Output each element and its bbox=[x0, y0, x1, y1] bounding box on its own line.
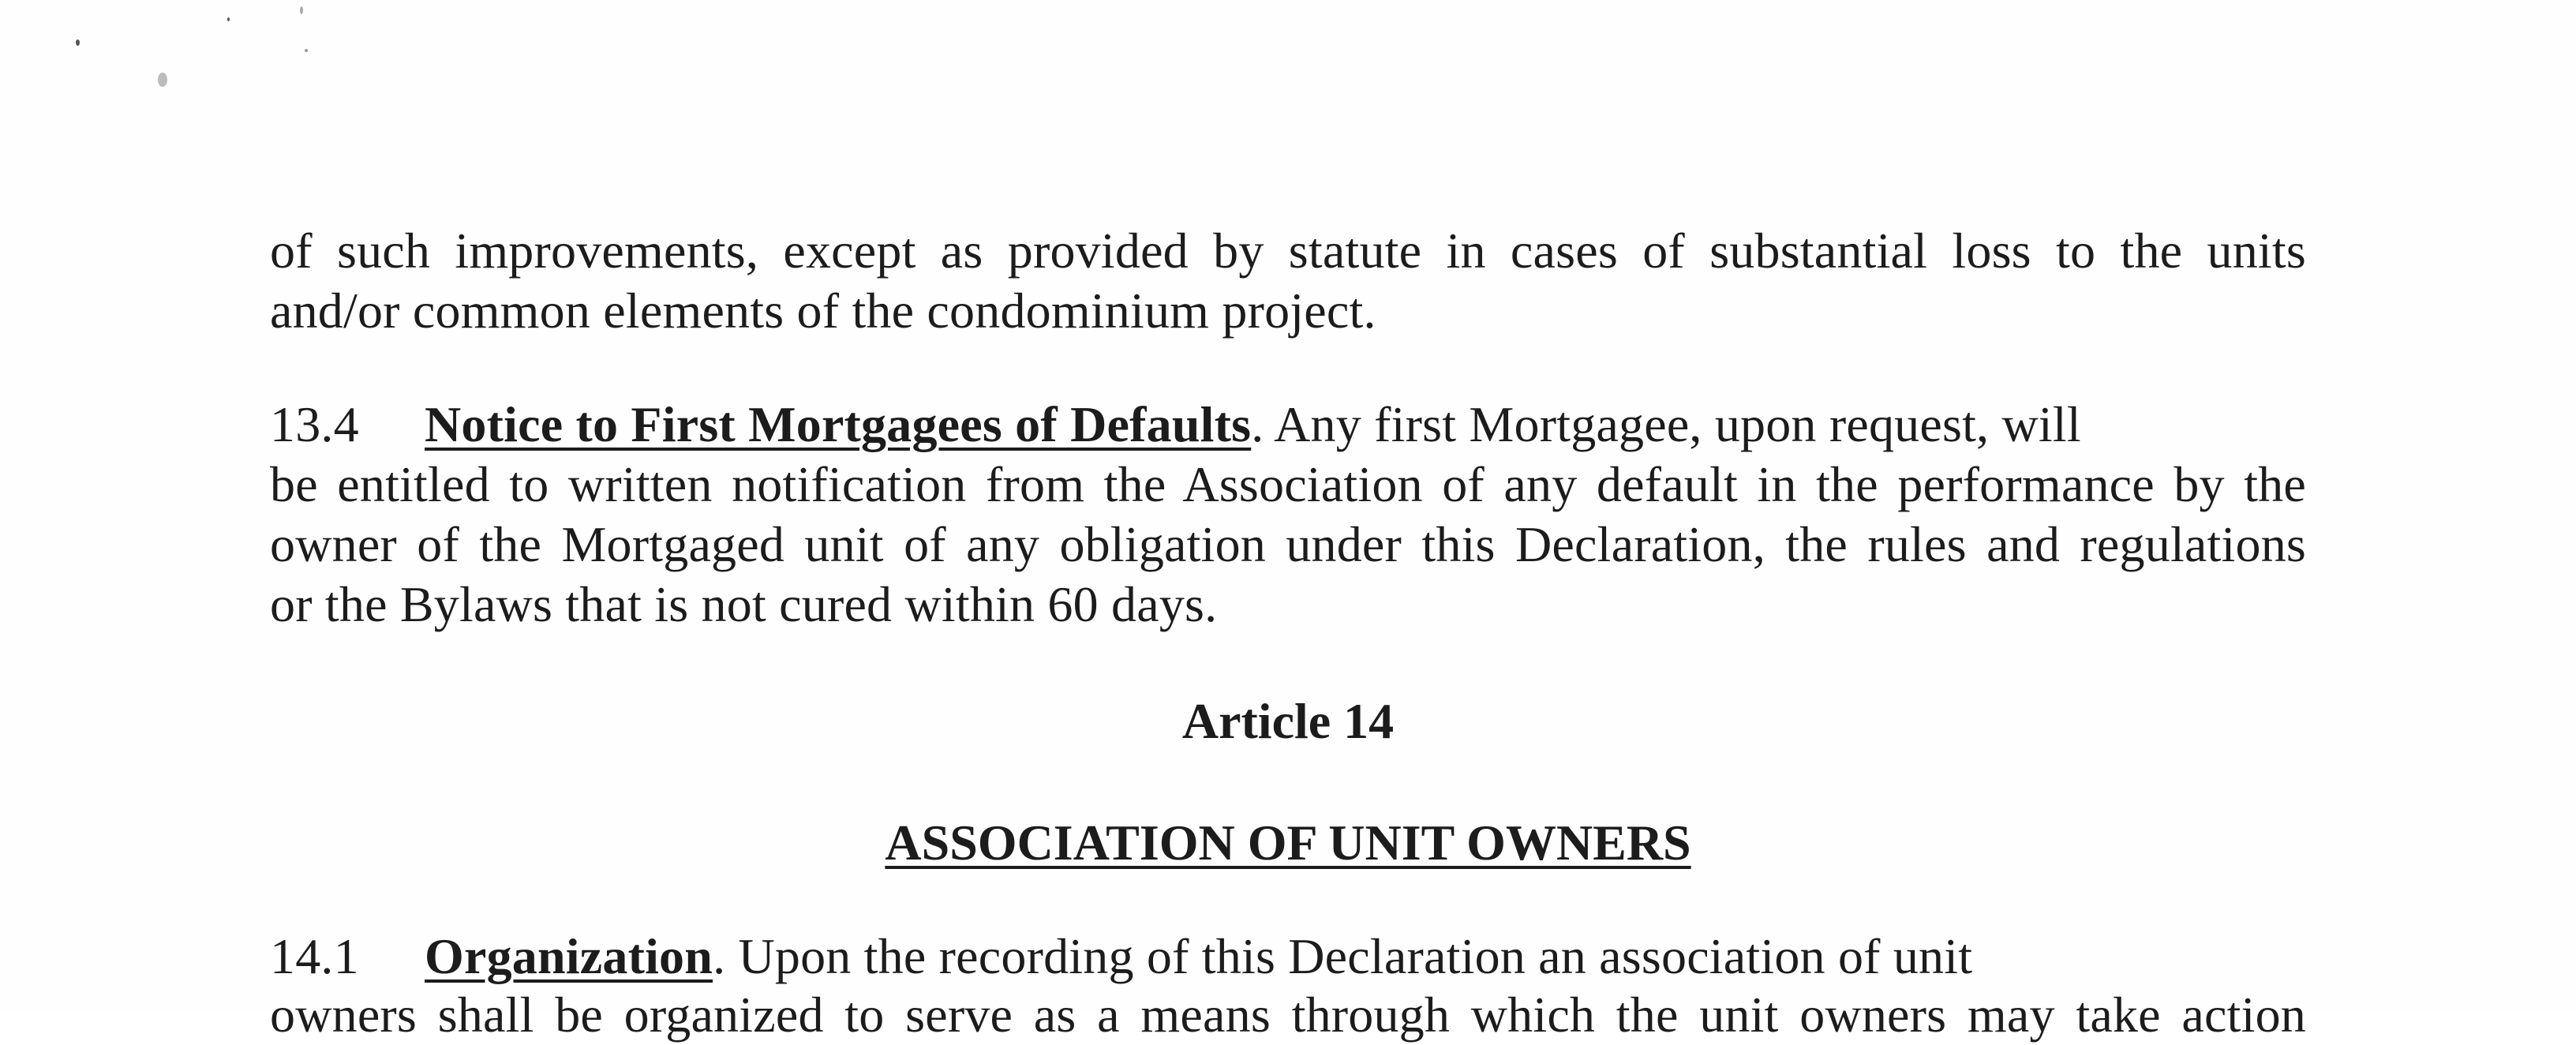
cropped-line-container bbox=[270, 985, 2306, 1043]
section-14-1-first-line bbox=[112, 927, 2306, 987]
article-title-row bbox=[0, 813, 2576, 873]
scan-speck bbox=[227, 17, 230, 21]
scan-speck bbox=[76, 39, 80, 46]
section-text: . Upon the recording of this Declaration an association of unit bbox=[713, 928, 1973, 984]
article-label: Article 14 bbox=[1181, 693, 1395, 749]
paragraph-line: or the Bylaws that is not cured within 60 days. bbox=[270, 576, 1218, 632]
section-13-4-first-line bbox=[112, 395, 2306, 455]
scan-speck bbox=[158, 73, 167, 87]
scan-speck bbox=[300, 6, 303, 14]
section-heading: Notice to First Mortgagees of Defaults bbox=[425, 396, 1252, 452]
scan-speck bbox=[305, 49, 308, 52]
section-number: 13.4 bbox=[270, 396, 359, 452]
paragraph-line: owner of the Mortgaged unit of any obligation under this Declaration, the rules and regulations bbox=[270, 516, 2306, 572]
article-title: ASSOCIATION OF UNIT OWNERS bbox=[885, 815, 1691, 871]
paragraph-line: and/or common elements of the condominium project. bbox=[270, 283, 1376, 339]
section-heading: Organization bbox=[425, 928, 713, 984]
section-text: . Any first Mortgagee, upon request, will bbox=[1251, 396, 2081, 452]
section-number: 14.1 bbox=[270, 928, 359, 984]
paragraph-line: be entitled to written notification from the Association of any default in the performance by the bbox=[270, 456, 2306, 512]
paragraph-line: owners shall be organized to serve as a means through which the unit owners may take action bbox=[270, 987, 2306, 1043]
paragraph-line: of such improvements, except as provided by statute in cases of substantial loss to the units bbox=[270, 223, 2306, 279]
